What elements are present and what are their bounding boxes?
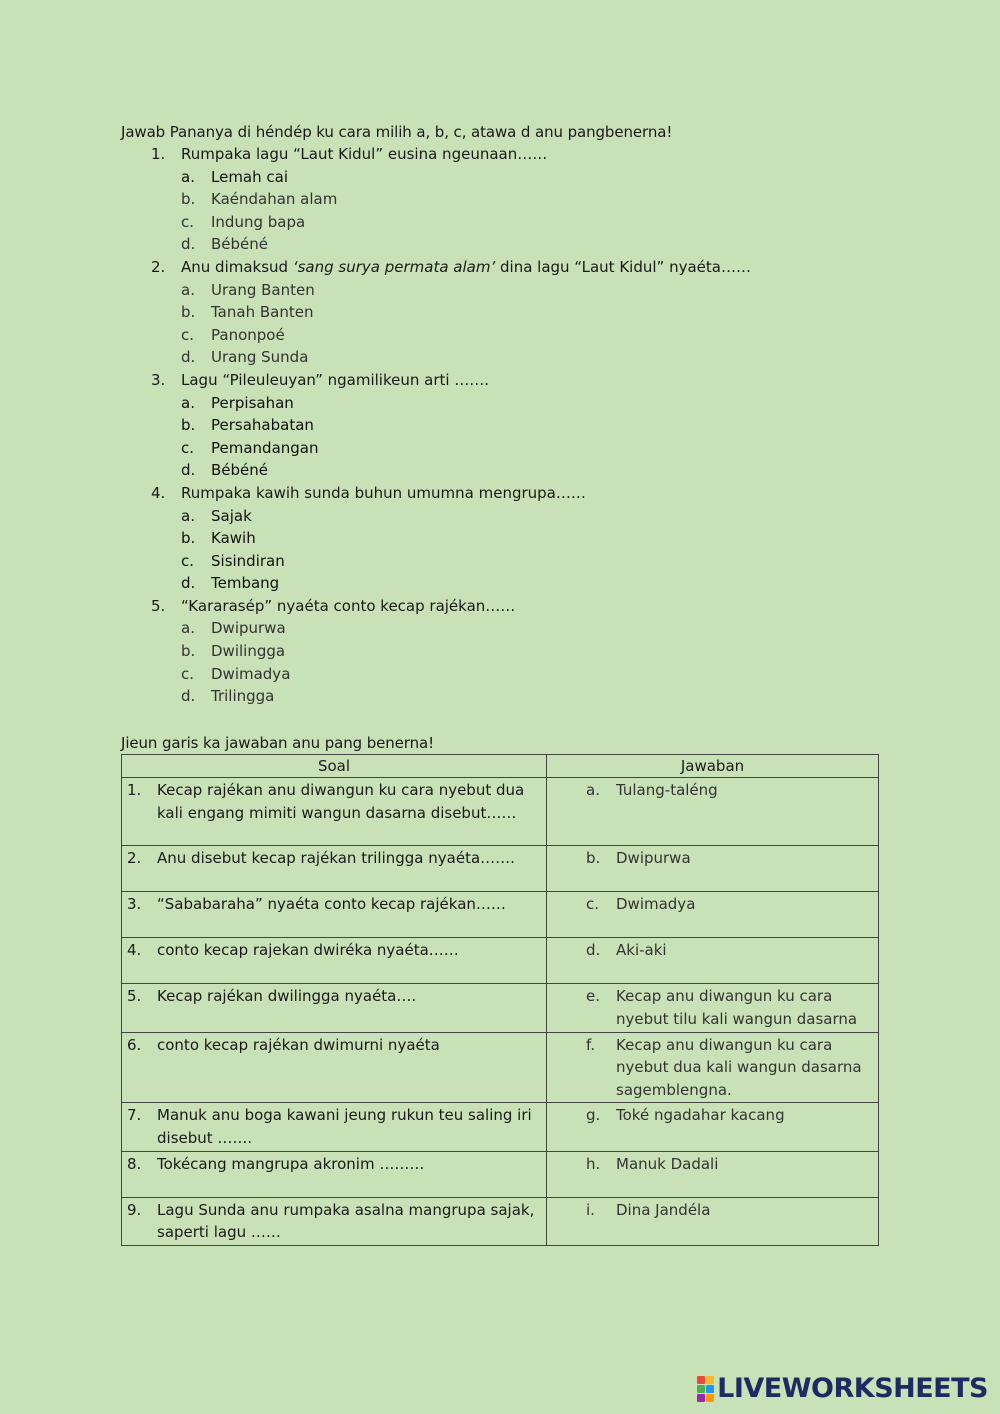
jawaban-cell[interactable]: e. Kecap anu diwangun ku cara nyebut tilu kali wangun dasarna (547, 984, 879, 1032)
option[interactable]: c. Panonpoé (181, 325, 285, 344)
jawaban-cell[interactable]: b. Dwipurwa (547, 846, 879, 892)
option[interactable]: b. Kawih (181, 529, 256, 548)
liveworksheets-logo[interactable] (697, 1373, 988, 1404)
question-text: “Kararasép” nyaéta conto kecap rajékan…… (181, 596, 516, 615)
logo-text: LIVEWORKSHEETS (717, 1373, 988, 1404)
question-text: Anu dimaksud ‘sang surya permata alam’ dina lagu “Laut Kidul” nyaéta…… (181, 257, 751, 276)
soal-cell[interactable]: 9. Lagu Sunda anu rumpaka asalna mangrupa sajak, saperti lagu …… (122, 1197, 547, 1245)
option[interactable]: d. Tembang (181, 574, 280, 593)
table-row (122, 846, 879, 892)
jawaban-cell[interactable]: d. Aki-aki (547, 938, 879, 984)
liveworksheets-logo-icon (697, 1376, 714, 1402)
question: 4. Rumpaka kawih sunda buhun umumna mengrupa…… (151, 483, 586, 502)
section1-instruction: Jawab Pananya di héndép ku cara milih a, b, c, atawa d anu pangbenerna! (121, 123, 673, 141)
option[interactable]: d. Urang Sunda (181, 348, 309, 367)
jawaban-cell[interactable]: c. Dwimadya (547, 892, 879, 938)
option[interactable]: a. Perpisahan (181, 393, 294, 412)
soal-cell[interactable]: 7. Manuk anu boga kawani jeung rukun teu saling iri disebut ……. (122, 1103, 547, 1151)
soal-cell[interactable]: 2. Anu disebut kecap rajékan trilingga nyaéta……. (122, 846, 547, 892)
table-row (122, 938, 879, 984)
option[interactable]: a. Dwipurwa (181, 619, 286, 638)
table-row (122, 1103, 879, 1151)
column-header-soal: Soal (122, 754, 547, 778)
matching-section (121, 732, 881, 1246)
option[interactable]: b. Dwilingga (181, 642, 286, 661)
question-list (121, 143, 881, 708)
option[interactable]: d. Bébéné (181, 235, 269, 254)
soal-cell[interactable]: 1. Kecap rajékan anu diwangun ku cara nyebut dua kali engang mimiti wangun dasarna disebut…… (122, 778, 547, 846)
option[interactable]: c. Sisindiran (181, 551, 285, 570)
table-row (122, 984, 879, 1032)
table-row (122, 1032, 879, 1103)
table-row (122, 892, 879, 938)
table-row (122, 1197, 879, 1245)
question-text: Rumpaka lagu “Laut Kidul” eusina ngeunaan…… (181, 145, 548, 163)
table-row (122, 778, 879, 846)
option[interactable]: d. Bébéné (181, 461, 269, 480)
soal-cell[interactable]: 5. Kecap rajékan dwilingga nyaéta…. (122, 984, 547, 1032)
soal-cell[interactable]: 4. conto kecap rajekan dwiréka nyaéta…… (122, 938, 547, 984)
soal-cell[interactable]: 3. “Sababaraha” nyaéta conto kecap rajékan…… (122, 892, 547, 938)
soal-cell[interactable]: 6. conto kecap rajékan dwimurni nyaéta (122, 1032, 547, 1103)
question: 5. “Kararasép” nyaéta conto kecap rajékan…… (151, 596, 516, 615)
question: 2. Anu dimaksud ‘sang surya permata alam’ dina lagu “Laut Kidul” nyaéta…… (151, 257, 751, 276)
soal-cell[interactable]: 8. Tokécang mangrupa akronim ……… (122, 1151, 547, 1197)
option[interactable]: a. Lemah cai (181, 167, 289, 186)
option[interactable]: b. Kaéndahan alam (181, 190, 338, 209)
question-text: Lagu “Pileuleuyan” ngamilikeun arti ……. (181, 370, 490, 389)
option[interactable]: d. Trilingga (181, 687, 275, 706)
jawaban-cell[interactable]: a. Tulang-taléng (547, 778, 879, 846)
worksheet (121, 121, 881, 1246)
option[interactable]: a. Urang Banten (181, 280, 315, 299)
question-text: Rumpaka kawih sunda buhun umumna mengrupa…… (181, 483, 586, 502)
option[interactable]: b. Persahabatan (181, 416, 314, 435)
column-header-jawaban: Jawaban (547, 754, 879, 778)
table-row (122, 1151, 879, 1197)
question: 1. Rumpaka lagu “Laut Kidul” eusina ngeunaan…… (151, 145, 548, 163)
option[interactable]: c. Dwimadya (181, 664, 291, 683)
jawaban-cell[interactable]: i. Dina Jandéla (547, 1197, 879, 1245)
jawaban-cell[interactable]: h. Manuk Dadali (547, 1151, 879, 1197)
option[interactable]: a. Sajak (181, 506, 252, 525)
option[interactable]: b. Tanah Banten (181, 303, 314, 322)
matching-table (121, 754, 879, 1246)
jawaban-cell[interactable]: f. Kecap anu diwangun ku cara nyebut dua kali wangun dasarna sagemblengna. (547, 1032, 879, 1103)
jawaban-cell[interactable]: g. Toké ngadahar kacang (547, 1103, 879, 1151)
option[interactable]: c. Pemandangan (181, 438, 319, 457)
section2-instruction: Jieun garis ka jawaban anu pang benerna! (121, 733, 435, 752)
question: 3. Lagu “Pileuleuyan” ngamilikeun arti ……. (151, 370, 490, 389)
option[interactable]: c. Indung bapa (181, 212, 306, 231)
